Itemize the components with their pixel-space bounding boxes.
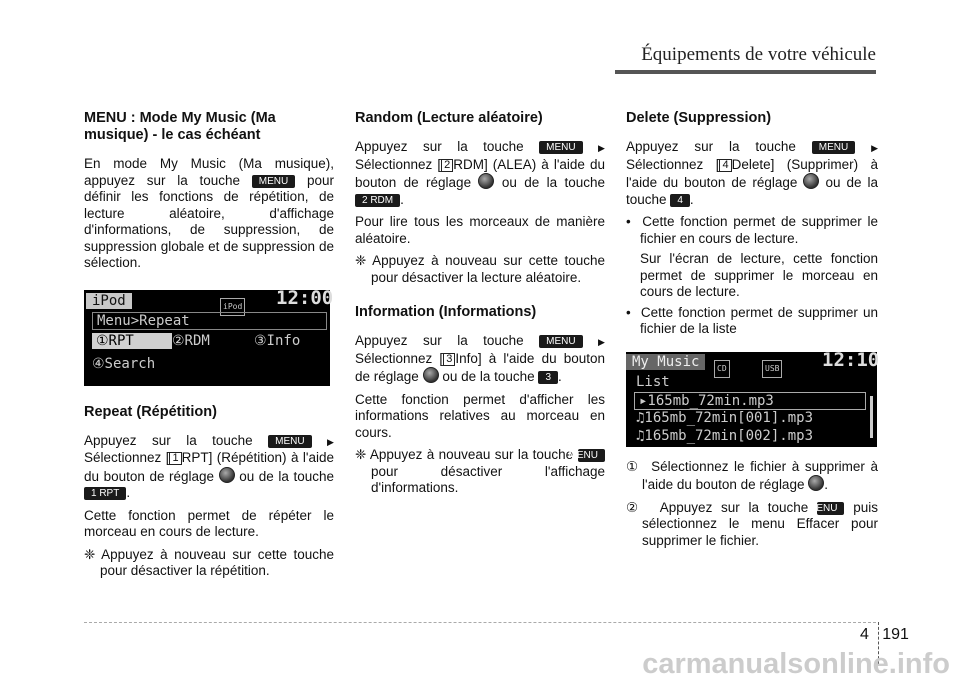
screen-my-music-list: [626, 348, 880, 447]
text: Cette fonction permet de supprimer un fichier de la liste: [640, 304, 878, 336]
screen-option-search: ④Search: [92, 355, 156, 372]
screen-clock: 12:00: [276, 286, 334, 309]
header-bar: [615, 70, 876, 74]
text: Delete] (Supprimer) à l'aide du bouton de réglage: [626, 156, 878, 190]
arrow-right-icon: ▶: [871, 143, 878, 153]
text: Appuyez sur la touche: [659, 499, 809, 515]
footer-divider: [84, 622, 876, 623]
text: Sélectionnez [: [84, 450, 170, 465]
rdm-button-icon: 2 RDM: [355, 194, 400, 207]
ipod-badge: iPod: [220, 298, 245, 317]
screen-file-selected: ▸165mb_72min.mp3: [634, 392, 866, 411]
bullet-item: • Cette fonction permet de supprimer un fichier de la liste: [626, 304, 878, 336]
text: puis sélectionnez le menu Effacer pour supprimer le fichier.: [642, 499, 878, 548]
usb-badge: USB: [762, 360, 782, 379]
watermark: carmanualsonline.info: [642, 648, 950, 680]
paragraph-delete-1: Appuyez sur la touche MENU ▶ Sélectionnez [ 4 Delete] (Supprimer) à l'aide du bouton de réglage ou de la touche 4 .: [626, 139, 878, 207]
bullet-subtext: Sur l'écran de lecture, cette fonction permet de supprimer le morceau en cours de lecture.: [640, 251, 878, 299]
screen-option-info: ③Info: [254, 332, 301, 349]
menu-button-icon: MENU: [539, 141, 582, 154]
text: Appuyez sur la touche: [355, 333, 524, 348]
arrow-right-icon: ▶: [327, 436, 334, 447]
step-number: ①: [626, 458, 640, 474]
step-2: [626, 500, 878, 550]
number-1-icon: 1: [169, 452, 181, 465]
text: Appuyez sur la touche: [355, 139, 524, 154]
screen-file-item: ♫165mb_72min[002].mp3: [636, 427, 814, 444]
info-button-icon: 3: [538, 371, 558, 384]
arrow-right-icon: ▶: [598, 337, 605, 347]
text: Info] à l'aide du bouton de réglage: [355, 350, 605, 384]
tune-knob-icon: [478, 173, 494, 189]
text: Sélectionnez [: [626, 156, 720, 172]
column-right: [626, 110, 878, 555]
paragraph-info-note: [355, 447, 605, 497]
paragraph-repeat-2: Cette fonction permet de répéter le morceau en cours de lecture.: [84, 507, 334, 539]
header-title: Équipements de votre véhicule: [641, 44, 876, 65]
screen-menu-path: Menu>Repeat: [92, 312, 327, 331]
menu-button-icon: MENU: [578, 449, 605, 462]
paragraph-repeat-note: ❈ Appuyez à nouveau sur cette touche pour désactiver la répétition.: [84, 546, 334, 578]
arrow-right-icon: ▶: [598, 143, 605, 153]
screen-list-label: List: [636, 373, 670, 390]
text: ou de la touche: [626, 175, 878, 207]
paragraph-random-note: ❈ Appuyez à nouveau sur cette touche pour désactiver la lecture aléatoire.: [355, 253, 605, 285]
text: Sélectionnez le fichier à supprimer à l'aide du bouton de réglage: [642, 458, 878, 492]
delete-button-icon: 4: [670, 194, 690, 207]
tune-knob-icon: [219, 467, 235, 483]
paragraph-random-1: Appuyez sur la touche MENU ▶ Sélectionnez [ 2 RDM] (ALEA) à l'aide du bouton de réglage ou de la touche 2 RDM .: [355, 139, 605, 207]
number-3-icon: 3: [443, 353, 455, 366]
screen-option-rpt: ①RPT: [92, 333, 172, 350]
tune-knob-icon: [808, 475, 824, 491]
cd-badge: CD: [714, 360, 730, 379]
paragraph-random-2: Pour lire tous les morceaux de manière aléatoire.: [355, 214, 605, 246]
chapter-number: 4: [860, 626, 869, 643]
column-left: [84, 110, 334, 586]
menu-button-icon: MENU: [252, 175, 295, 188]
screen-file-item: ♫165mb_72min[001].mp3: [636, 409, 814, 426]
text: Sélectionnez [: [355, 350, 444, 366]
text: Cette fonction permet de supprimer le fichier en cours de lecture.: [640, 214, 878, 246]
paragraph-intro: [84, 156, 334, 272]
text: pour désactiver l'affichage d'informations.: [371, 463, 605, 495]
text: ou de la touche: [501, 175, 605, 190]
tune-knob-icon: [803, 173, 819, 189]
screen-clock: 12:10: [822, 348, 880, 371]
text: Appuyez sur la touche: [84, 432, 253, 448]
text: pour définir les fonctions de répétition, de lecture aléatoire, d'affichage d'informations, de suppression, de suppression globale et de suppression de sélection.: [84, 172, 334, 270]
menu-button-icon: MENU: [539, 335, 582, 348]
text: RPT] (Répétition) à l'aide du bouton de réglage: [84, 450, 334, 484]
section-heading-random: Random (Lecture aléatoire): [355, 110, 543, 126]
section-heading-repeat: Repeat (Répétition): [84, 403, 217, 420]
paragraph-repeat-1: Appuyez sur la touche MENU ▶ Sélectionnez [ 1 RPT] (Répétition) à l'aide du bouton de réglage ou de la touche 1 RPT .: [84, 432, 334, 500]
paragraph-info-2: Cette fonction permet d'afficher les informations relatives au morceau en cours.: [355, 391, 605, 440]
screen-ipod-menu: [84, 286, 334, 386]
menu-button-icon: MENU: [268, 435, 311, 448]
page-number: [860, 626, 909, 644]
scrollbar: [870, 396, 873, 438]
step-1: ① Sélectionnez le fichier à supprimer à l'aide du bouton de réglage .: [626, 458, 878, 492]
number-4-icon: 4: [719, 159, 731, 172]
text: Sélectionnez [: [355, 156, 442, 172]
bullet-item: • Cette fonction permet de supprimer le fichier en cours de lecture.: [626, 214, 878, 246]
text: En mode My Music (Ma musique), appuyez sur la touche: [84, 156, 334, 188]
section-heading-menu: MENU : Mode My Music (Ma musique) - le cas échéant: [84, 110, 276, 143]
text: RDM] (ALEA) à l'aide du bouton de réglage: [355, 156, 605, 190]
step-number: ②: [626, 499, 644, 515]
menu-button-icon: MENU: [817, 502, 844, 515]
rpt-button-icon: 1 RPT: [84, 487, 126, 500]
text: ou de la touche: [442, 369, 535, 384]
page-number-value: 191: [882, 626, 909, 643]
menu-button-icon: MENU: [812, 141, 855, 154]
section-heading-delete: Delete (Suppression): [626, 110, 772, 126]
tune-knob-icon: [423, 367, 439, 383]
text: ❈ Appuyez à nouveau sur la touche: [355, 447, 574, 462]
screen-title: iPod: [86, 293, 132, 310]
screen-title: My Music: [626, 354, 705, 371]
text: ou de la touche: [239, 468, 334, 484]
section-heading-info: Information (Informations): [355, 304, 537, 320]
column-middle: [355, 110, 605, 503]
number-2-icon: 2: [441, 159, 453, 172]
text: Appuyez sur la touche: [626, 139, 796, 154]
paragraph-info-1: Appuyez sur la touche MENU ▶ Sélectionnez [ 3 Info] à l'aide du bouton de réglage ou de la touche 3 .: [355, 333, 605, 384]
screen-option-rdm: ②RDM: [172, 332, 210, 349]
